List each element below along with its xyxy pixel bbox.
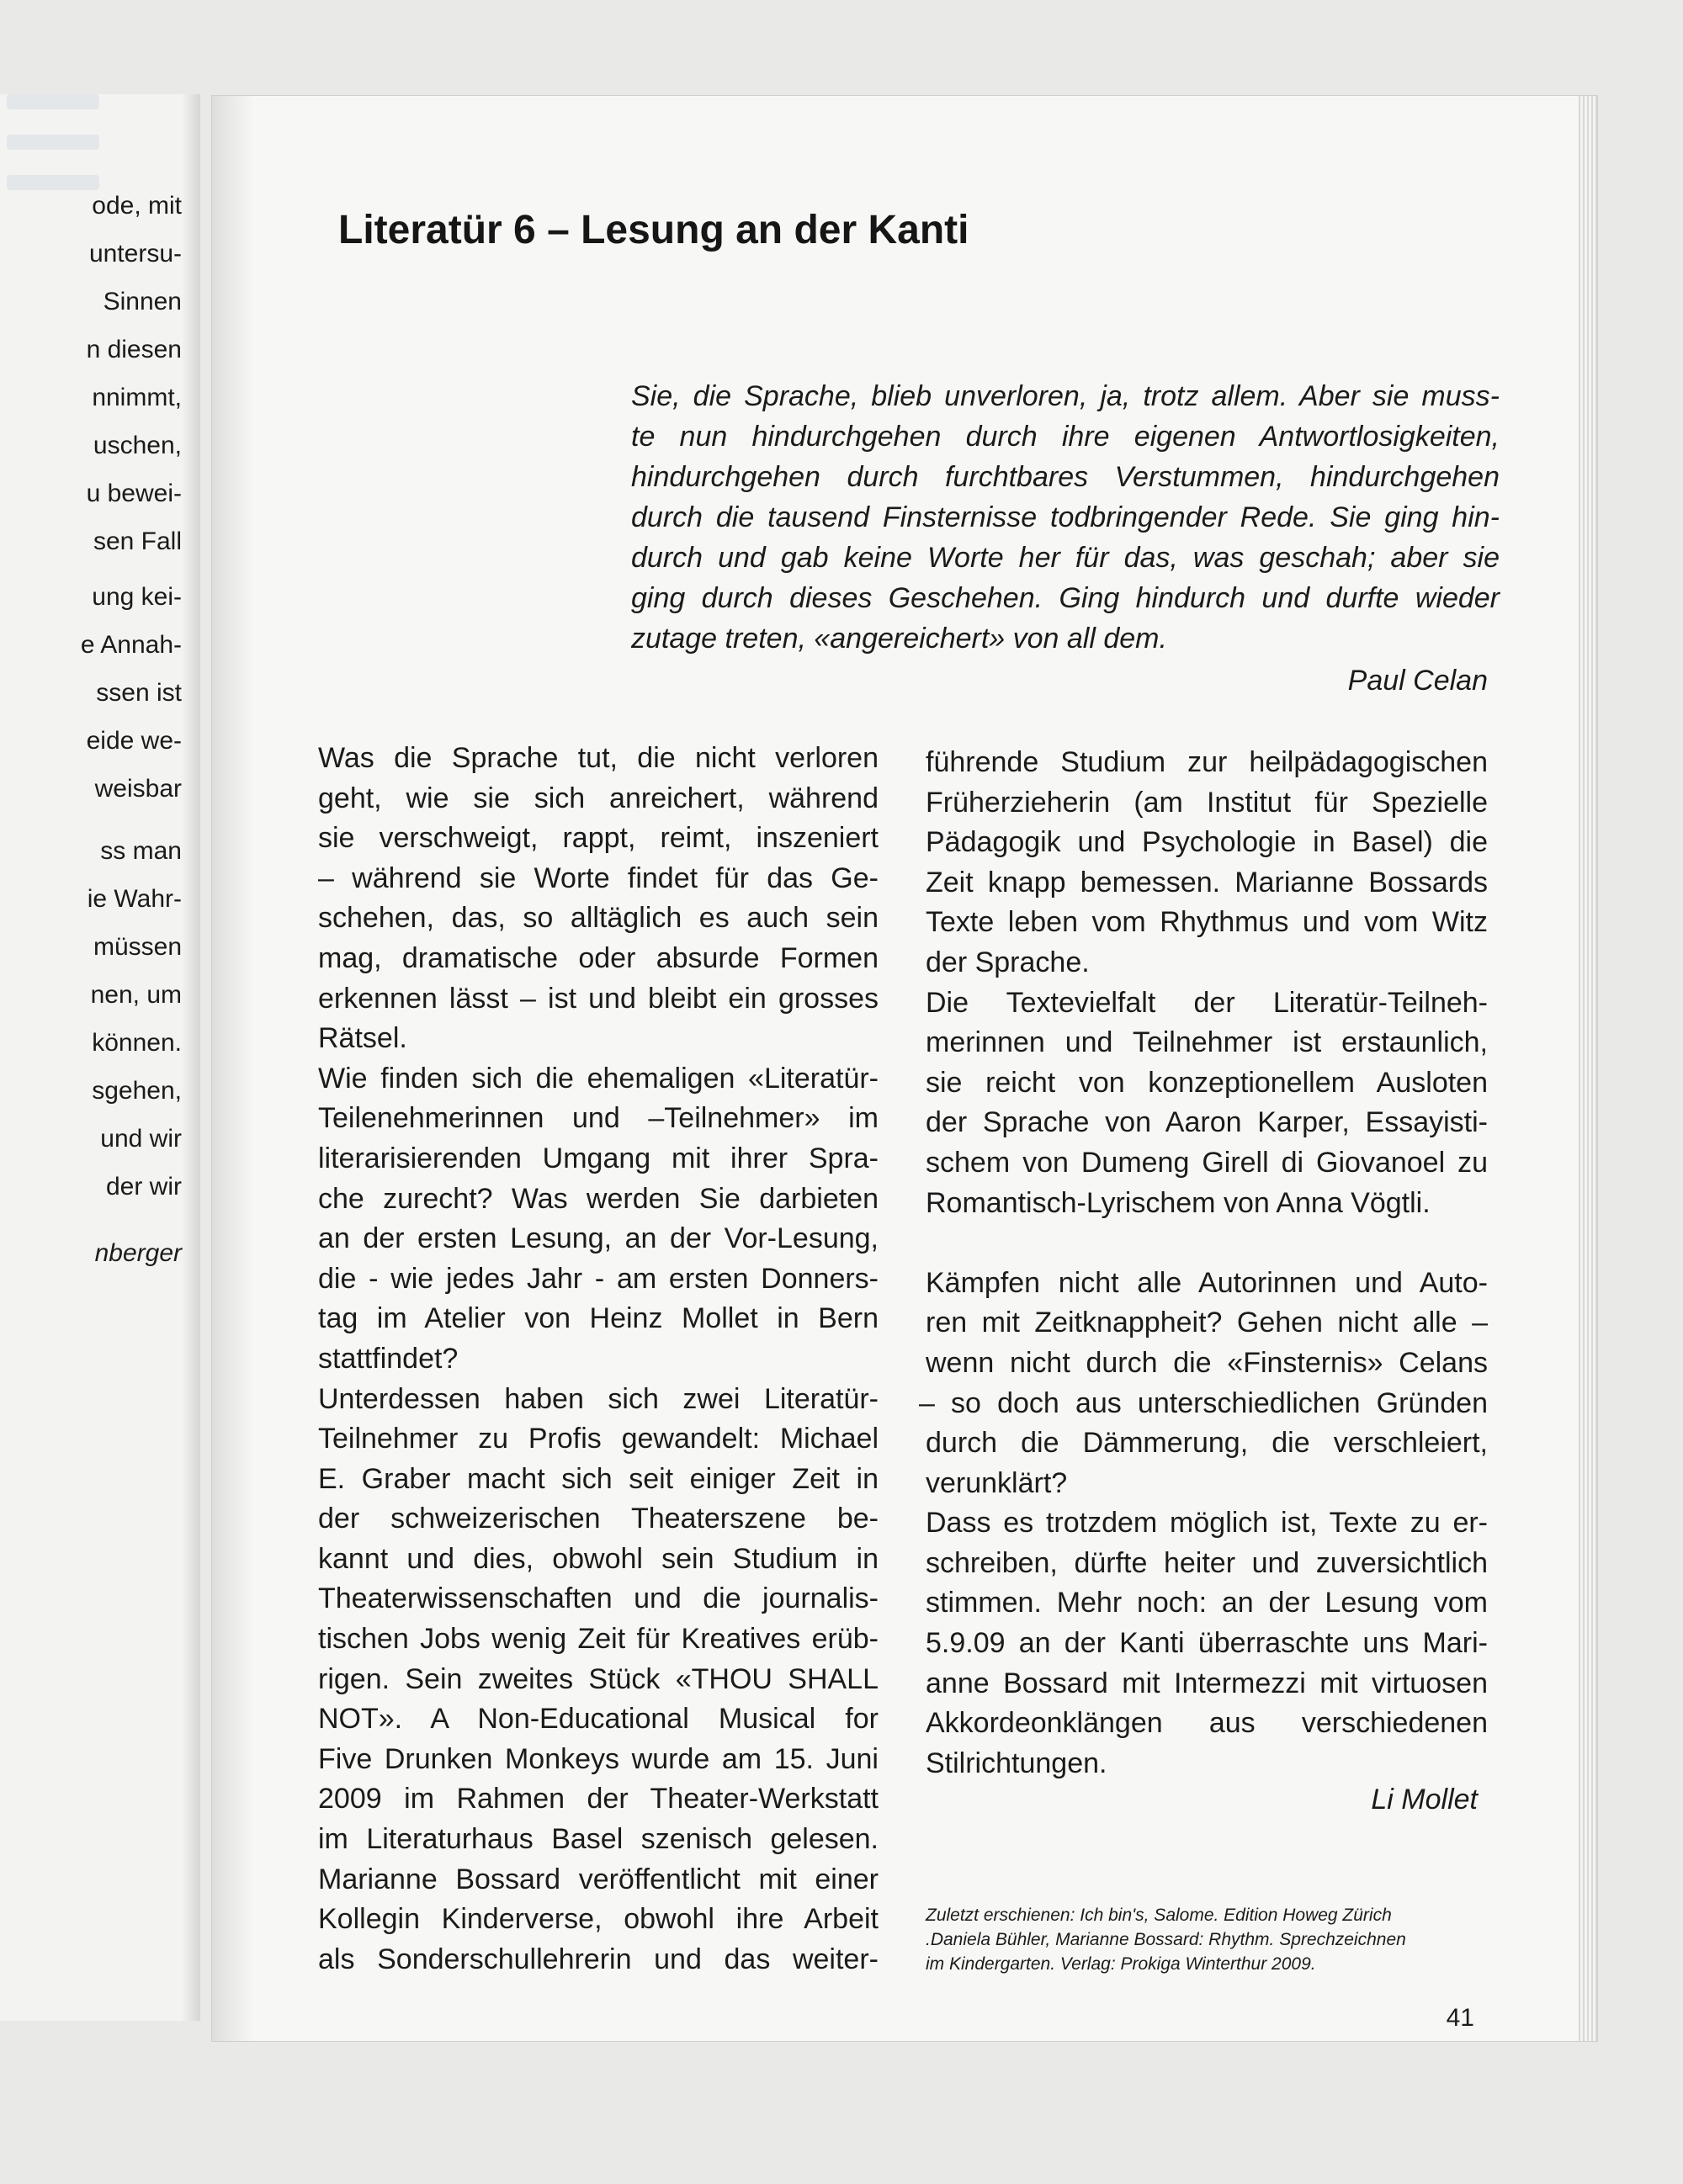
page-number: 41 xyxy=(1446,2004,1474,2032)
text-line: schreiben, dürfte heiter und zuversichtlich xyxy=(926,1546,1488,1579)
text-line: ren mit Zeitknappheit? Gehen nicht alle – xyxy=(926,1307,1488,1339)
left-page-line: ssen ist xyxy=(96,679,182,707)
text-line: Rätsel. xyxy=(318,1022,407,1055)
left-gutter-shadow xyxy=(182,94,200,2021)
text-line: 2009 im Rahmen der Theater-Werkstatt xyxy=(318,1783,879,1816)
text-line: Zeit knapp bemessen. Marianne Bossards xyxy=(926,866,1488,899)
text-line: schehen, das, so alltäglich es auch sein xyxy=(318,902,879,935)
left-page-line: ie Wahr- xyxy=(87,885,182,913)
text-line: kannt und dies, obwohl sein Studium in xyxy=(318,1542,879,1575)
text-line: schem von Dumeng Girell di Giovanoel zu xyxy=(926,1146,1488,1179)
epigraph-line: durch und gab keine Worte her für das, was geschah; aber sie xyxy=(631,542,1500,574)
text-line: Romantisch-Lyrischem von Anna Vögtli. xyxy=(926,1186,1431,1219)
text-line: Texte leben vom Rhythmus und vom Witz xyxy=(926,906,1488,939)
text-line: sie verschweigt, rappt, reimt, inszeniert xyxy=(318,822,879,855)
left-page-line: nnimmt, xyxy=(92,384,182,411)
left-page-line: e Annah- xyxy=(80,631,182,659)
paragraph-gap xyxy=(926,1223,1488,1264)
text-line: Stilrichtungen. xyxy=(926,1747,1107,1779)
footnote-line: .Daniela Bühler, Marianne Bossard: Rhythm. Sprechzeichnen xyxy=(926,1930,1406,1949)
left-page-line: ode, mit xyxy=(92,192,182,220)
left-page-line: und wir xyxy=(100,1125,182,1153)
right-gutter-shadow xyxy=(212,96,254,2041)
footnote xyxy=(926,1903,1464,1976)
text-line: anne Bossard mit Intermezzi mit virtuosen xyxy=(926,1667,1488,1699)
text-line: Früherzieherin (am Institut für Spezielle xyxy=(926,786,1488,819)
epigraph-line: Sie, die Sprache, blieb unverloren, ja, trotz allem. Aber sie muss- xyxy=(631,380,1500,412)
text-line: als Sonderschullehrerin und das weiter- xyxy=(318,1943,879,1975)
text-line: che zurecht? Was werden Sie darbieten xyxy=(318,1182,879,1215)
left-page-line: nberger xyxy=(94,1239,182,1267)
text-line: stimmen. Mehr noch: an der Lesung vom xyxy=(926,1587,1488,1619)
epigraph-line: hindurchgehen durch furchtbares Verstummen, hindurchgehen xyxy=(631,461,1500,493)
text-line: Theaterwissenschaften und die journalis- xyxy=(318,1582,879,1615)
text-line: NOT». A Non-Educational Musical for xyxy=(318,1703,879,1736)
left-page-line: der wir xyxy=(105,1173,182,1201)
text-line: 5.9.09 an der Kanti überraschte uns Mari- xyxy=(926,1627,1488,1660)
left-page-line: n diesen xyxy=(86,336,182,363)
left-page-text xyxy=(0,94,182,2021)
text-line: rigen. Sein zweites Stück «THOU SHALL xyxy=(318,1662,879,1695)
text-line: der Sprache von Aaron Karper, Essayisti- xyxy=(926,1106,1488,1139)
epigraph-line: zutage treten, «angereichert» von all dem. xyxy=(631,623,1167,655)
text-line: durch die Dämmerung, die verschleiert, xyxy=(926,1427,1488,1460)
text-line: der schweizerischen Theaterszene be- xyxy=(318,1503,879,1535)
left-page-fragment xyxy=(0,94,200,2021)
text-line: erkennen lässt – ist und bleibt ein grosses xyxy=(318,982,879,1015)
text-line: Five Drunken Monkeys wurde am 15. Juni xyxy=(318,1742,879,1775)
page-edges xyxy=(1579,96,1597,2041)
text-line: geht, wie sie sich anreichert, während xyxy=(318,782,879,814)
text-line: merinnen und Teilnehmer ist erstaunlich, xyxy=(926,1026,1488,1059)
left-page-line: weisbar xyxy=(94,775,182,803)
article-author: Li Mollet xyxy=(1371,1784,1478,1816)
text-line: die - wie jedes Jahr - am ersten Donners- xyxy=(318,1262,879,1295)
text-line: tag im Atelier von Heinz Mollet in Bern xyxy=(318,1302,879,1335)
text-line: – während sie Worte findet für das Ge- xyxy=(318,861,879,894)
text-line: Kämpfen nicht alle Autorinnen und Auto- xyxy=(926,1266,1488,1299)
left-page-line: ung kei- xyxy=(92,583,182,611)
left-page-line: uschen, xyxy=(93,432,182,459)
text-line: im Literaturhaus Basel szenisch gelesen. xyxy=(318,1823,879,1856)
text-line: Marianne Bossard veröffentlicht mit einer xyxy=(318,1863,879,1895)
text-line: – so doch aus unterschiedlichen Gründen xyxy=(919,1386,1488,1419)
text-line: literarisierenden Umgang mit ihrer Spra- xyxy=(318,1142,879,1174)
article-title: Literatür 6 – Lesung an der Kanti xyxy=(338,208,969,252)
body-column-left xyxy=(318,739,879,1980)
text-line: Akkordeonklängen aus verschiedenen xyxy=(926,1707,1488,1740)
footnote-line: Zuletzt erschienen: Ich bin's, Salome. Edition Howeg Zürich xyxy=(926,1906,1392,1925)
text-line: mag, dramatische oder absurde Formen xyxy=(318,941,879,974)
text-line: wenn nicht durch die «Finsternis» Celans xyxy=(926,1346,1488,1379)
text-line: Pädagogik und Psychologie in Basel) die xyxy=(926,826,1488,859)
left-page-line: sen Fall xyxy=(93,527,182,555)
text-line: E. Graber macht sich seit einiger Zeit in xyxy=(318,1462,879,1495)
text-line: Kollegin Kinderverse, obwohl ihre Arbeit xyxy=(318,1903,879,1936)
text-line: Dass es trotzdem möglich ist, Texte zu er- xyxy=(926,1507,1488,1540)
text-line: stattfindet? xyxy=(318,1342,459,1375)
left-page-line: können. xyxy=(92,1029,182,1057)
left-page-line: sgehen, xyxy=(92,1077,182,1105)
text-line: verunklärt? xyxy=(926,1466,1068,1499)
text-line: tischen Jobs wenig Zeit für Kreatives erüb- xyxy=(318,1623,879,1656)
text-line: führende Studium zur heilpädagogischen xyxy=(926,746,1488,778)
left-page-line: eide we- xyxy=(86,727,182,755)
text-line: Was die Sprache tut, die nicht verloren xyxy=(318,742,879,774)
left-page-line: u bewei- xyxy=(86,480,182,507)
left-page-line: Sinnen xyxy=(103,288,182,315)
epigraph-line: durch die tausend Finsternisse todbringender Rede. Sie ging hin- xyxy=(631,501,1500,533)
left-page-line: nen, um xyxy=(90,981,182,1009)
epigraph-line: ging durch dieses Geschehen. Ging hindurch und durfte wieder xyxy=(631,582,1500,614)
text-line: Die Textevielfalt der Literatür-Teilneh- xyxy=(926,986,1488,1019)
text-line: der Sprache. xyxy=(926,946,1090,978)
left-page-line: ss man xyxy=(100,837,182,865)
left-page-line: untersu- xyxy=(88,240,182,268)
epigraph-line: te nun hindurchgehen durch ihre eigenen Antwortlosigkeiten, xyxy=(631,421,1500,453)
text-line: sie reicht von konzeptionellem Ausloten xyxy=(926,1066,1488,1099)
text-line: an der ersten Lesung, an der Vor-Lesung, xyxy=(318,1222,879,1255)
left-page-line: müssen xyxy=(93,933,182,961)
epigraph-author: Paul Celan xyxy=(1347,665,1488,697)
text-line: Teilenehmerinnen und –Teilnehmer» im xyxy=(318,1102,879,1135)
text-line: Wie finden sich die ehemaligen «Literatür- xyxy=(318,1062,879,1095)
footnote-line: im Kindergarten. Verlag: Prokiga Winterthur 2009. xyxy=(926,1954,1316,1974)
body-column-right xyxy=(919,743,1488,1784)
text-line: Teilnehmer zu Profis gewandelt: Michael xyxy=(318,1423,879,1455)
text-line: Unterdessen haben sich zwei Literatür- xyxy=(318,1382,879,1415)
epigraph-quote xyxy=(631,376,1500,659)
